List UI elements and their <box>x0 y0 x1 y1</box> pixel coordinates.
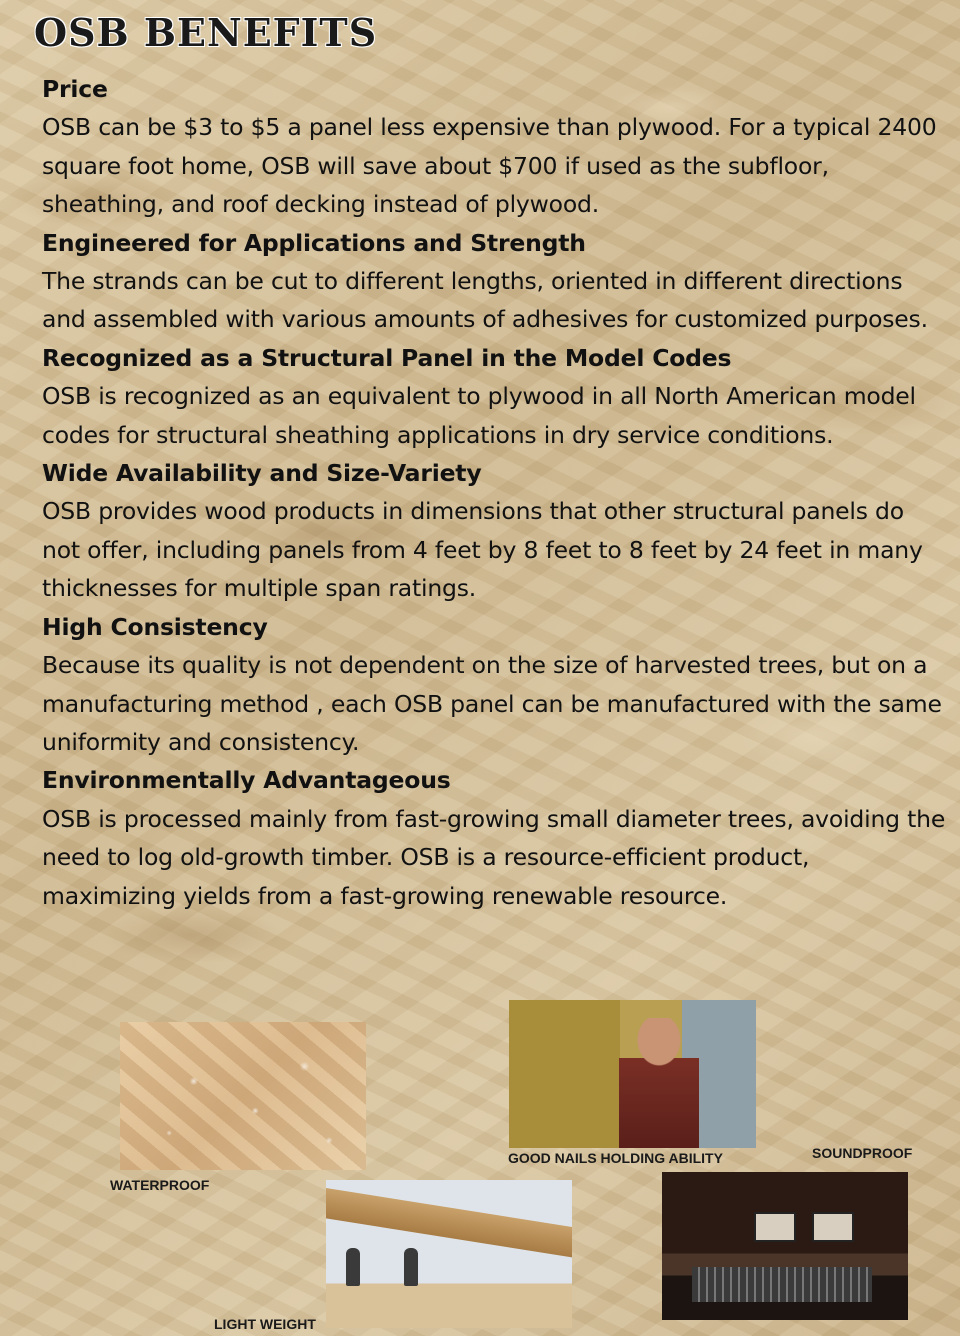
worker-figure <box>404 1248 418 1286</box>
waterproof-caption: WATERPROOF <box>110 1177 210 1193</box>
light-weight-caption: LIGHT WEIGHT <box>214 1316 316 1332</box>
monitor-shape <box>754 1212 796 1242</box>
soundproof-photo <box>662 1172 908 1320</box>
benefit-heading: Recognized as a Structural Panel in the Model Codes <box>42 343 732 372</box>
mixing-desk-shape <box>692 1267 872 1302</box>
benefit-heading: Wide Availability and Size-Variety <box>42 459 482 488</box>
benefit-body: OSB is recognized as an equivalent to plywood in all North American model codes for structural sheathing applications in dry service conditions. <box>42 382 916 449</box>
benefit-engineered <box>42 224 947 339</box>
panel-board-shape <box>326 1188 572 1260</box>
soundproof-caption: SOUNDPROOF <box>812 1145 913 1161</box>
benefit-heading: Environmentally Advantageous <box>42 766 451 795</box>
benefit-environment <box>42 761 947 915</box>
benefit-heading: High Consistency <box>42 612 268 641</box>
nails-photo <box>509 1000 756 1148</box>
light-weight-photo <box>326 1180 572 1328</box>
benefit-recognized <box>42 339 947 454</box>
worker-figure <box>619 1018 699 1148</box>
monitor-shape <box>812 1212 854 1242</box>
page-title: OSB BENEFITS <box>34 10 378 55</box>
benefit-heading: Price <box>42 75 108 103</box>
waterproof-photo <box>120 1022 366 1170</box>
benefit-body: Because its quality is not dependent on the size of harvested trees, but on a manufacturing method , each OSB panel can be manufactured with the same uniformity and consistency. <box>42 651 942 756</box>
worker-figure <box>346 1248 360 1286</box>
benefit-body: OSB is processed mainly from fast-growing small diameter trees, avoiding the need to log old-growth timber. OSB is a resource-efficient product, maximizing yields from a fast-growing renewable resource. <box>42 804 946 910</box>
benefit-body: The strands can be cut to different lengths, oriented in different directions and assembled with various amounts of adhesives for customized purposes. <box>42 267 928 334</box>
benefit-availability <box>42 454 947 608</box>
benefit-body: OSB provides wood products in dimensions that other structural panels do not offer, including panels from 4 feet by 8 feet to 8 feet by 24 feet in many thicknesses for multiple span ratings. <box>42 497 923 603</box>
nails-caption: GOOD NAILS HOLDING ABILITY <box>508 1150 723 1166</box>
benefit-body: OSB can be $3 to $5 a panel less expensive than plywood. For a typical 2400 square foot home, OSB will save about $700 if used as the subfloor, sheathing, and roof decking instead of plywood. <box>42 113 937 219</box>
benefits-list <box>42 70 947 915</box>
benefit-price <box>42 70 947 224</box>
benefit-heading: Engineered for Applications and Strength <box>42 228 586 257</box>
benefit-consistency <box>42 608 947 762</box>
